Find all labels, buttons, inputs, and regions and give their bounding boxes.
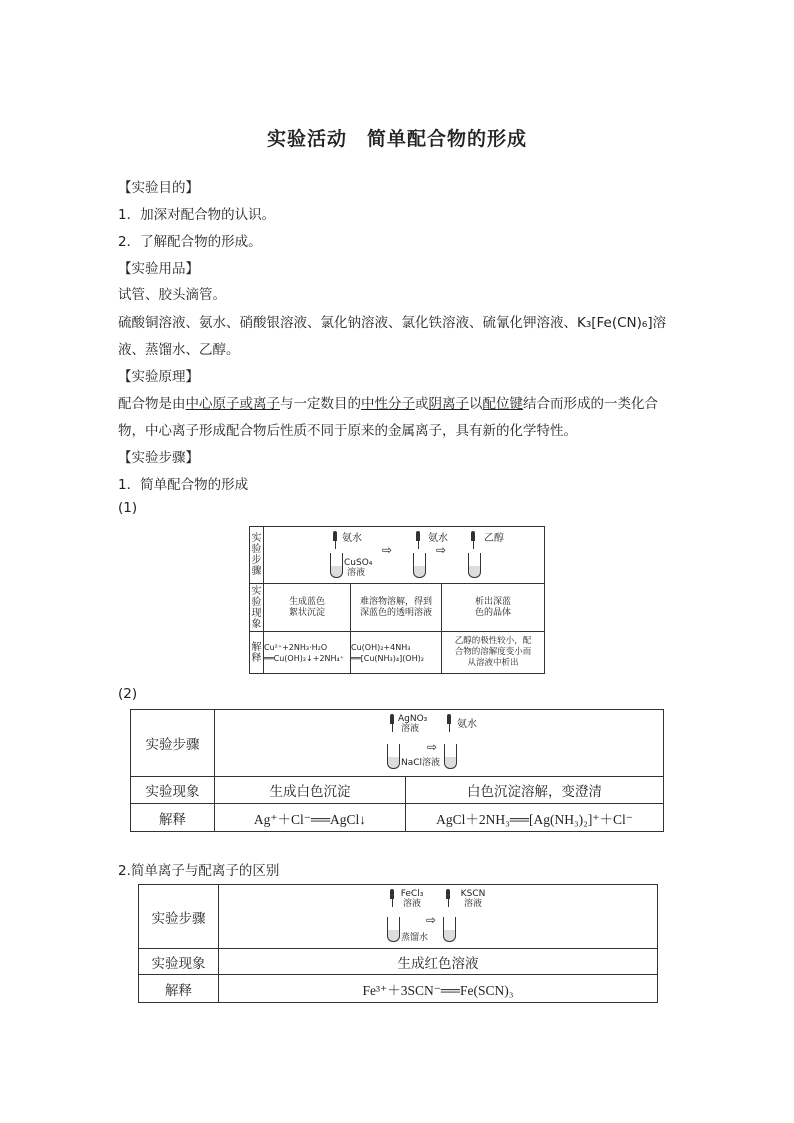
page-title: 实验活动 简单配合物的形成 bbox=[266, 128, 527, 150]
row-label-observation: 实验现象 bbox=[131, 777, 215, 804]
row-label-observation: 实验现象 bbox=[251, 585, 262, 630]
obs-text: 生成蓝色 bbox=[288, 596, 325, 607]
dropper-tip bbox=[335, 541, 336, 549]
principle-text: 结合而形成的一类化合 bbox=[523, 396, 658, 412]
principle-text: 配合物是由 bbox=[118, 396, 186, 412]
principle-blank: 阴离子 bbox=[428, 396, 469, 412]
exp-cell: AgCl＋2NH₃══[Ag(NH₃)₂]⁺＋Cl⁻ bbox=[406, 804, 664, 832]
test-tube-icon bbox=[443, 917, 456, 942]
purpose-item-2: 2．了解配合物的形成。 bbox=[118, 234, 262, 250]
row-label-steps: 实验步骤 bbox=[250, 527, 264, 584]
arrow-icon: ⇨ bbox=[427, 740, 438, 754]
dropper-tip bbox=[449, 724, 450, 732]
steps-heading: 【实验步骤】 bbox=[118, 450, 199, 466]
sub-label-1: (1) bbox=[118, 500, 138, 516]
materials-line-3: 液、蒸馏水、乙醇。 bbox=[118, 342, 240, 358]
dropper-icon bbox=[333, 531, 337, 541]
test-tube-icon bbox=[444, 744, 457, 769]
steps-figure bbox=[264, 527, 545, 584]
tube-label: 蒸馏水 bbox=[401, 933, 429, 943]
sub-label-2: (2) bbox=[118, 686, 138, 702]
dropper-icon bbox=[446, 889, 450, 899]
obs-text: 色的晶体 bbox=[474, 607, 511, 618]
purpose-heading: 【实验目的】 bbox=[118, 180, 199, 196]
exp-cell bbox=[264, 632, 351, 674]
principle-blank: 中心原子或离子 bbox=[185, 396, 280, 412]
reagent-label: 氨水 bbox=[457, 719, 477, 730]
row-label-explanation: 解释 bbox=[131, 804, 215, 832]
experiment-table-1 bbox=[249, 526, 545, 674]
tube-label: NaCl溶液 bbox=[401, 758, 441, 768]
exp-text: Cu(OH)₂+4NH₃ bbox=[351, 642, 411, 652]
purpose-item-1: 1．加深对配合物的认识。 bbox=[118, 207, 276, 223]
test-tube-icon bbox=[330, 553, 343, 578]
principle-line-2: 物，中心离子形成配合物后性质不同于原来的金属离子，具有新的化学特性。 bbox=[118, 423, 577, 439]
materials-heading: 【实验用品】 bbox=[118, 261, 199, 277]
obs-text: 深蓝色的透明溶液 bbox=[359, 607, 432, 618]
principle-text: 与一定数目的 bbox=[280, 396, 361, 412]
test-tube-icon bbox=[387, 744, 400, 769]
dropper-tip bbox=[392, 899, 393, 907]
test-tube-icon bbox=[387, 917, 400, 942]
exp-text: 乙醇的极性较小，配 bbox=[454, 636, 532, 646]
steps-item-1: 1．简单配合物的形成 bbox=[118, 477, 249, 493]
exp-cell bbox=[442, 632, 545, 674]
experiment-table-3 bbox=[138, 884, 658, 1003]
principle-blank: 配位键 bbox=[482, 396, 523, 412]
obs-cell: 生成白色沉淀 bbox=[215, 777, 406, 804]
principle-text: 或 bbox=[415, 396, 429, 412]
row-label-steps: 实验步骤 bbox=[131, 710, 215, 777]
exp-cell: Fe³⁺＋3SCN⁻══Fe(SCN)₃ bbox=[219, 975, 658, 1003]
dropper-icon bbox=[471, 531, 475, 541]
principle-text: 以 bbox=[469, 396, 483, 412]
exp-text: 合物的溶解度变小而 bbox=[454, 647, 532, 657]
obs-text: 难溶物溶解，得到 bbox=[359, 596, 432, 607]
row-label-explanation: 解释 bbox=[139, 975, 219, 1003]
obs-cell bbox=[442, 584, 545, 632]
section-2-heading: 2.简单离子与配离子的区别 bbox=[118, 863, 280, 879]
obs-text: 絮状沉淀 bbox=[288, 607, 325, 618]
exp-text: ══[Cu(NH₃)₄](OH)₂ bbox=[351, 653, 424, 663]
principle-heading: 【实验原理】 bbox=[118, 369, 199, 385]
reagent-label: FeCl₃溶液 bbox=[400, 889, 424, 909]
materials-line-1: 试管、胶头滴管。 bbox=[118, 287, 226, 303]
obs-cell bbox=[351, 584, 442, 632]
dropper-tip bbox=[448, 899, 449, 907]
dropper-tip bbox=[473, 541, 474, 549]
dropper-icon bbox=[390, 714, 394, 724]
test-tube-icon bbox=[468, 553, 481, 578]
steps-figure bbox=[219, 885, 658, 949]
dropper-icon bbox=[447, 714, 451, 724]
obs-text: 析出深蓝 bbox=[474, 596, 511, 607]
obs-cell bbox=[264, 584, 351, 632]
arrow-icon: ⇨ bbox=[382, 543, 393, 557]
reagent-label: KSCN溶液 bbox=[460, 889, 486, 909]
dropper-icon bbox=[390, 889, 394, 899]
dropper-tip bbox=[392, 724, 393, 732]
obs-cell: 生成红色溶液 bbox=[219, 949, 658, 975]
exp-text: 从溶液中析出 bbox=[467, 658, 519, 668]
exp-text: Cu²⁺+2NH₃·H₂O bbox=[264, 642, 328, 652]
row-label-observation: 实验现象 bbox=[139, 949, 219, 975]
exp-text: ══Cu(OH)₂↓+2NH₄⁺ bbox=[264, 653, 344, 663]
arrow-icon: ⇨ bbox=[436, 543, 447, 557]
reagent-label: 氨水 bbox=[428, 533, 448, 544]
tube-label: CuSO₄溶液 bbox=[344, 558, 373, 578]
dropper-icon bbox=[416, 531, 420, 541]
row-label-explanation: 解释 bbox=[250, 632, 264, 674]
principle-blank: 中性分子 bbox=[361, 396, 415, 412]
obs-cell: 白色沉淀溶解，变澄清 bbox=[406, 777, 664, 804]
dropper-tip bbox=[418, 541, 419, 549]
reagent-label: 乙醇 bbox=[484, 533, 504, 544]
reagent-label: 氨水 bbox=[342, 533, 362, 544]
experiment-table-2 bbox=[130, 709, 664, 832]
reagent-label: AgNO₃溶液 bbox=[398, 714, 428, 734]
materials-line-2: 硫酸铜溶液、氨水、硝酸银溶液、氯化钠溶液、氯化铁溶液、硫氰化钾溶液、K₃[Fe(CN)₆]溶 bbox=[118, 315, 667, 331]
exp-cell: Ag⁺＋Cl⁻══AgCl↓ bbox=[215, 804, 406, 832]
steps-figure bbox=[215, 710, 664, 777]
principle-line-1 bbox=[118, 392, 658, 412]
test-tube-icon bbox=[413, 553, 426, 578]
exp-cell bbox=[351, 632, 442, 674]
row-label-steps: 实验步骤 bbox=[139, 885, 219, 949]
arrow-icon: ⇨ bbox=[426, 913, 437, 927]
